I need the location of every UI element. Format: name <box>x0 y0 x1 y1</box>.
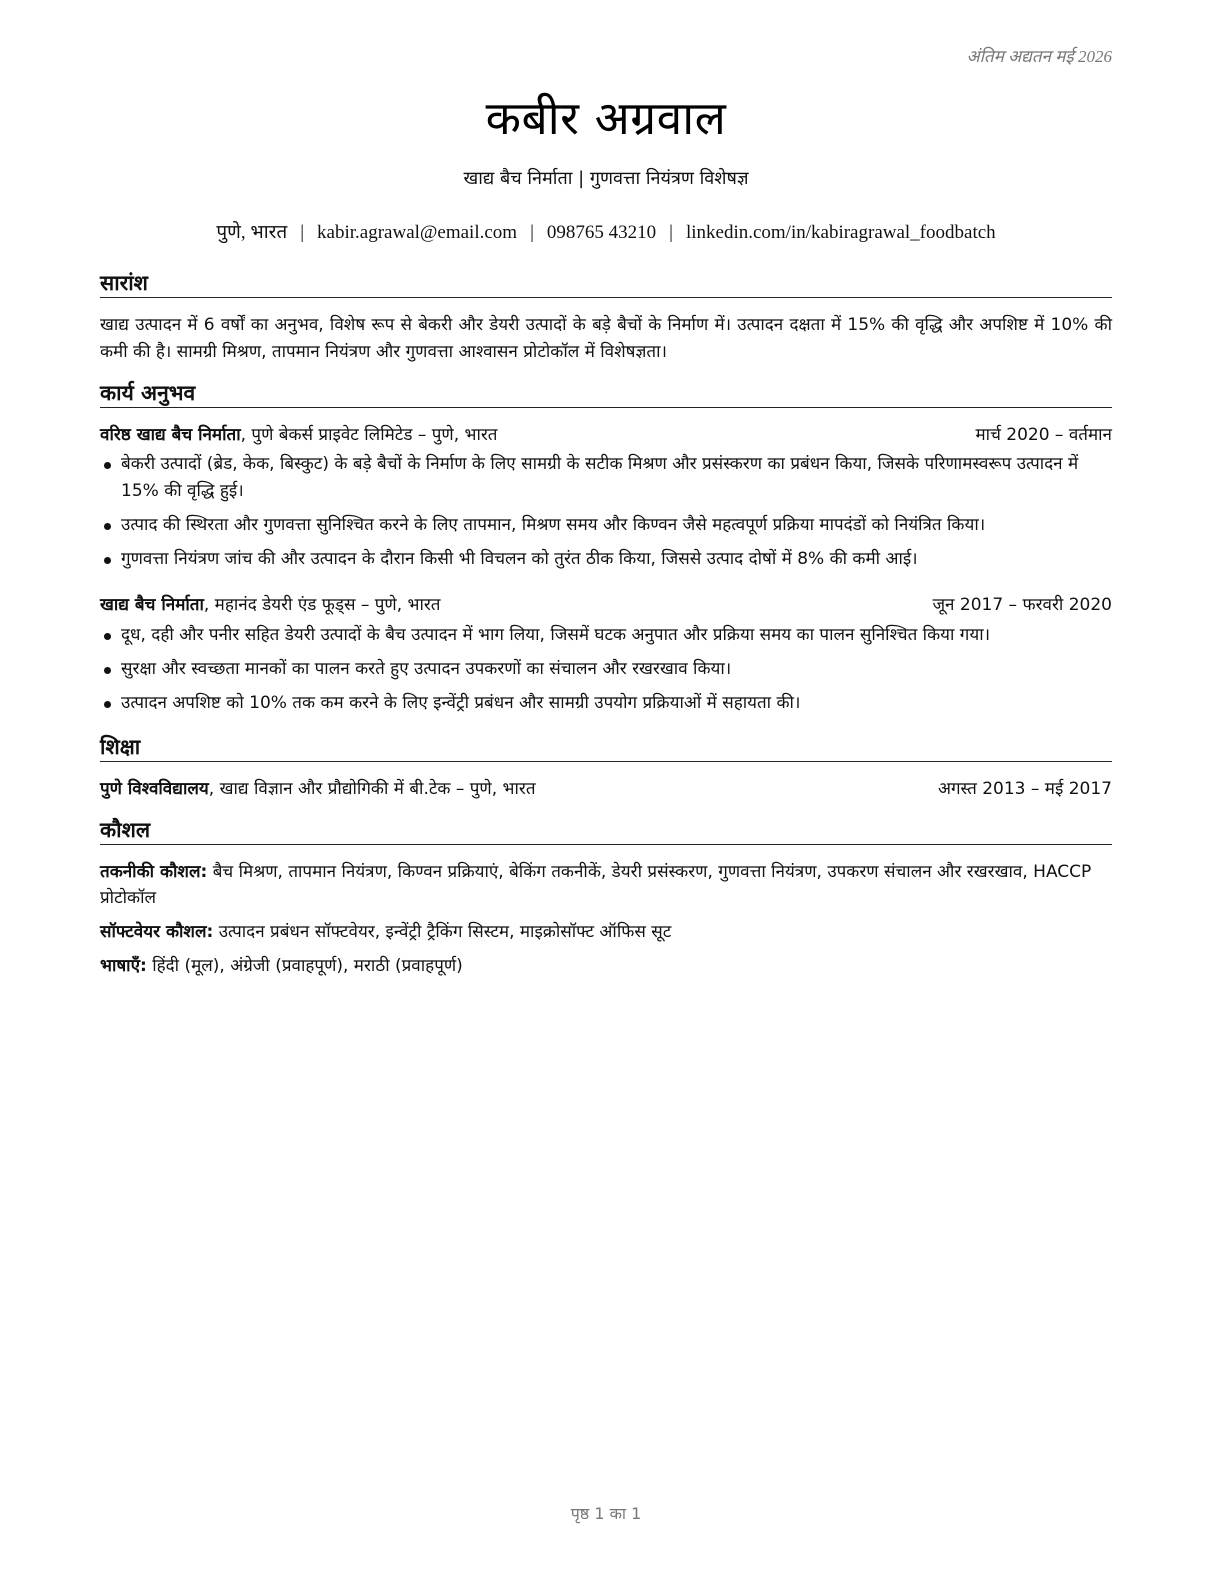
education-entry <box>100 777 1112 801</box>
job-org: , पुणे बेकर्स प्राइवेट लिमिटेड – पुणे, भारत <box>240 425 498 445</box>
contact-location: पुणे, भारत <box>216 222 288 243</box>
resume-page <box>100 0 1112 1584</box>
job-bullets <box>100 451 1112 580</box>
job-bullet: गुणवत्ता नियंत्रण जांच की और उत्पादन के दौरान किसी भी विचलन को तुरंत ठीक किया, जिससे उत्पाद दोषों में 8% की कमी आई। <box>100 546 1112 573</box>
job-header <box>100 423 1112 447</box>
job-bullets <box>100 622 1112 724</box>
job-bullet: उत्पाद की स्थिरता और गुणवत्ता सुनिश्चित करने के लिए तापमान, मिश्रण समय और किण्वन जैसे महत्वपूर्ण प्रक्रिया मापदंडों को नियंत्रित किया। <box>100 512 1112 539</box>
job-dates: जून 2017 – फरवरी 2020 <box>932 595 1112 615</box>
job-role: खाद्य बैच निर्माता <box>100 595 204 615</box>
job-bullet: उत्पादन अपशिष्ट को 10% तक कम करने के लिए इन्वेंट्री प्रबंधन और सामग्री उपयोग प्रक्रियाओं में सहायता की। <box>100 690 1112 717</box>
tagline: खाद्य बैच निर्माता | गुणवत्ता नियंत्रण विशेषज्ञ <box>463 168 749 189</box>
job-bullet: दूध, दही और पनीर सहित डेयरी उत्पादों के बैच उत्पादन में भाग लिया, जिसमें घटक अनुपात और प्रक्रिया समय का पालन सुनिश्चित किया गया। <box>100 622 1112 649</box>
skill-line-technical <box>100 859 1112 911</box>
page-number: पृष्ठ 1 का 1 <box>570 1504 642 1523</box>
contact-separator: | <box>300 222 305 243</box>
job-org: , महानंद डेयरी एंड फूड्स – पुणे, भारत <box>203 595 441 615</box>
job-role: वरिष्ठ खाद्य बैच निर्माता <box>100 425 241 445</box>
skill-value: उत्पादन प्रबंधन सॉफ्टवेयर, इन्वेंट्री ट्रैकिंग सिस्टम, माइक्रोसॉफ्ट ऑफिस सूट <box>213 922 672 942</box>
job-dates: मार्च 2020 – वर्तमान <box>975 425 1112 445</box>
candidate-name: कबीर अग्रवाल <box>485 91 727 145</box>
job-header <box>100 593 1112 617</box>
education-dates: अगस्त 2013 – मई 2017 <box>937 779 1112 799</box>
skill-value: बैच मिश्रण, तापमान नियंत्रण, किण्वन प्रक्रियाएं, बेकिंग तकनीकें, डेयरी प्रसंस्करण, गुणवत्ता नियंत्रण, उपकरण संचालन और रखरखाव, HACCP प्रोटोकॉल <box>100 862 1092 908</box>
skill-line-software <box>100 919 1112 945</box>
job-bullet: बेकरी उत्पादों (ब्रेड, केक, बिस्कुट) के बड़े बैचों के निर्माण के लिए सामग्री के सटीक मिश्रण और प्रसंस्करण का प्रबंधन किया, जिसके परिणामस्वरूप उत्पादन में 15% की वृद्धि हुई। <box>100 451 1112 505</box>
section-title-experience: कार्य अनुभव <box>100 380 1112 408</box>
contact-separator: | <box>669 222 673 243</box>
contact-email[interactable]: kabir.agrawal@email.com <box>317 222 518 243</box>
education-degree: , खाद्य विज्ञान और प्रौद्योगिकी में बी.टेक – पुणे, भारत <box>208 779 536 799</box>
section-title-skills: कौशल <box>100 817 1112 845</box>
skill-line-languages <box>100 953 1112 979</box>
contact-line <box>100 218 1112 244</box>
skill-value: हिंदी (मूल), अंग्रेजी (प्रवाहपूर्ण), मराठी (प्रवाहपूर्ण) <box>146 956 463 976</box>
contact-separator: | <box>530 222 534 243</box>
skill-label: सॉफ्टवेयर कौशल: <box>100 922 214 942</box>
skill-label: तकनीकी कौशल: <box>100 862 208 882</box>
job-bullet: सुरक्षा और स्वच्छता मानकों का पालन करते हुए उत्पादन उपकरणों का संचालन और रखरखाव किया। <box>100 656 1112 683</box>
section-title-summary: सारांश <box>100 270 1112 298</box>
skill-label: भाषाएँ: <box>100 956 147 976</box>
section-title-education: शिक्षा <box>100 734 1112 762</box>
education-school: पुणे विश्वविद्यालय <box>100 779 209 799</box>
contact-phone: 098765 43210 <box>546 222 657 243</box>
summary-text: खाद्य उत्पादन में 6 वर्षों का अनुभव, विशेष रूप से बेकरी और डेयरी उत्पादों के बड़े बैचों के निर्माण में। उत्पादन दक्षता में 15% की वृद्धि और अपशिष्ट में 10% की कमी की है। सामग्री मिश्रण, तापमान नियंत्रण और गुणवत्ता आश्वासन प्रोटोकॉल में विशेषज्ञता। <box>100 315 1112 362</box>
last-updated: अंतिम अद्यतन मई 2026 <box>966 47 1112 66</box>
contact-linkedin[interactable]: linkedin.com/in/kabiragrawal_foodbatch <box>685 222 996 243</box>
